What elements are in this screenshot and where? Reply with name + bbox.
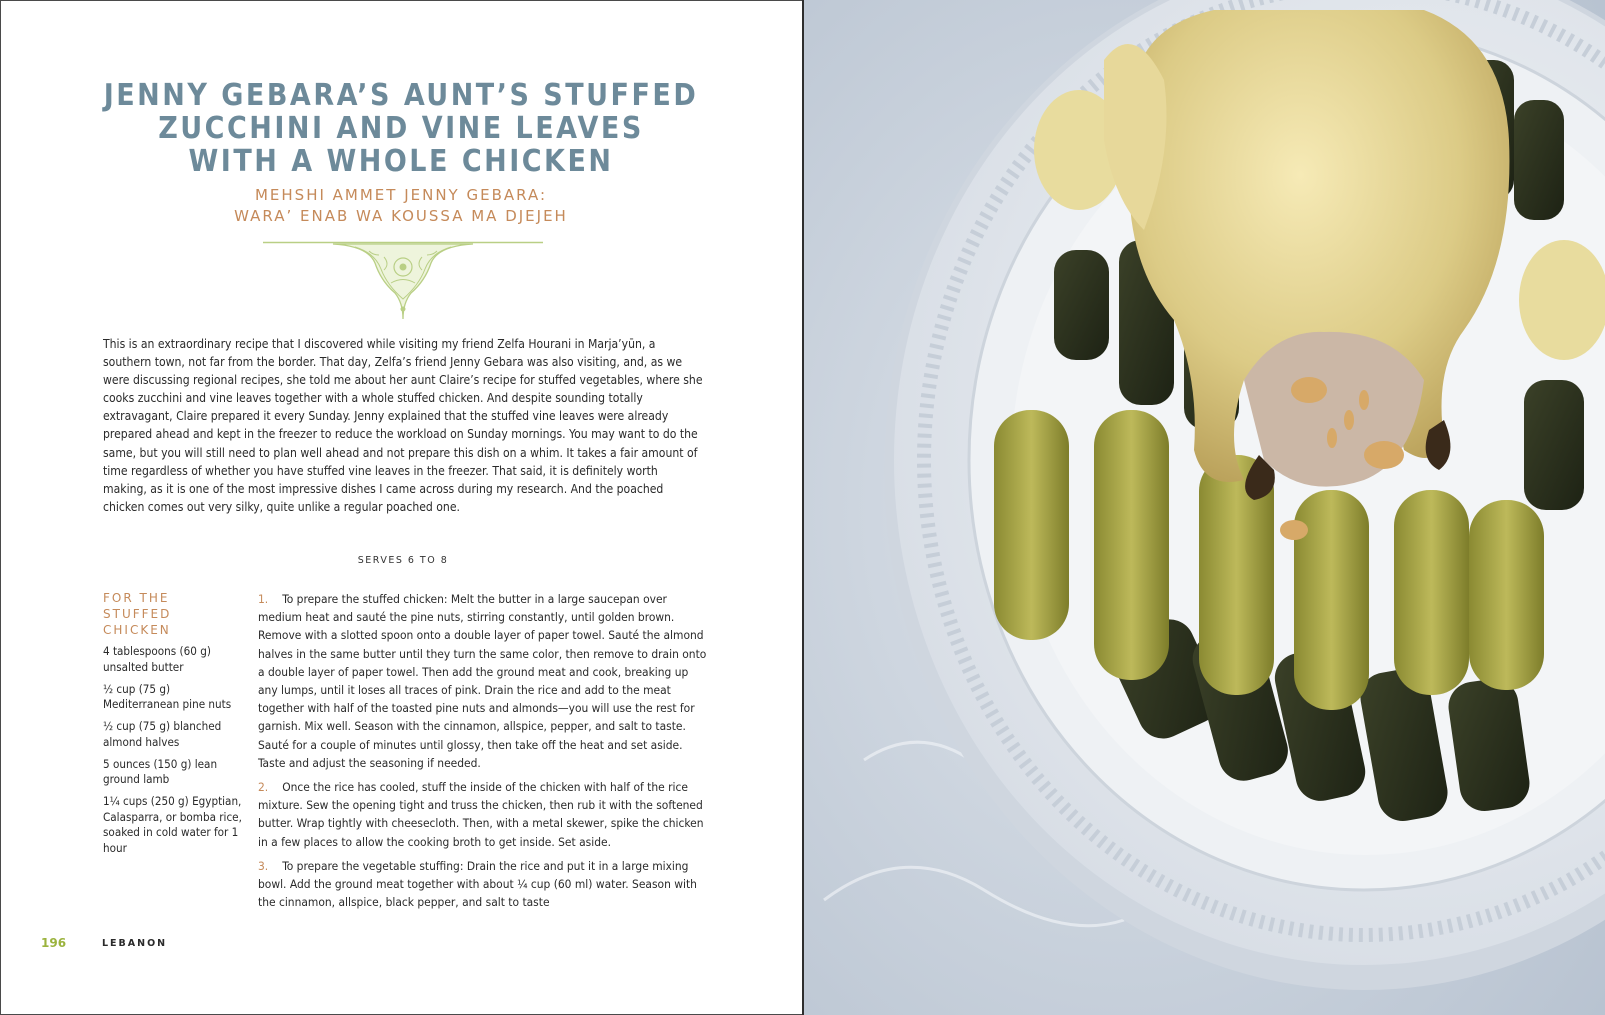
- serves-label: SERVES 6 TO 8: [357, 555, 449, 566]
- recipe-title: [91, 79, 711, 178]
- arabesque-ornament-icon: [263, 241, 543, 323]
- step-text: Once the rice has cooled, stuff the inside of the chicken with half of the rice mixture. Sew the opening tight and truss the chicken, then rub it with the softened butter. Wrap tightly with cheesecloth. Then, with a metal skewer, spike the chicken in a few places to allow the cooking broth to get inside. Set aside.: [258, 780, 704, 849]
- ingredient-item: 4 tablespoons (60 g) unsalted butter: [103, 644, 211, 674]
- running-head: LEBANON: [102, 938, 168, 949]
- intro-paragraph: This is an extraordinary recipe that I discovered while visiting my friend Zelfa Hourani in Marja’yūn, a southern town, not far from the border. That day, Zelfa’s friend Jenny Gebara was also visiting, and, as we were discussing regional recipes, she told me about her aunt Claire’s recipe for stuffed vegetables, where she cooks zucchini and vine leaves together with a whole stuffed chicken. And despite sounding totally extravagant, Claire prepared it every Sunday. Jenny explained that the stuffed vine leaves were already prepared ahead and kept in the freezer to reduce the workload on Sunday mornings. You may want to do the same, but you will still need to plan well ahead and not prepare this dish on a whim. It takes a fair amount of time regardless of whether you have stuffed vine leaves in the freezer. That said, it is definitely worth making, as it is one of the most impressive dishes I came across during my research. And the poached chicken comes out very silky, quite unlike a regular poached one.: [103, 337, 703, 514]
- subtitle-line: MEHSHI AMMET JENNY GEBARA:: [254, 186, 548, 204]
- step-number: 1.: [258, 592, 269, 606]
- page-number: 196: [41, 936, 67, 950]
- method-step: [258, 778, 708, 851]
- ingredient-item: ½ cup (75 g) Mediterranean pine nuts: [103, 681, 232, 711]
- ingredient-item: 5 ounces (150 g) lean ground lamb: [103, 756, 218, 786]
- ingredients-heading-line: STUFFED: [103, 607, 172, 621]
- ingredient-item: ½ cup (75 g) blanched almond halves: [103, 719, 222, 749]
- recipe-subtitle: [91, 185, 711, 227]
- ingredient-item: 1¼ cups (250 g) Egyptian, Calasparra, or bomba rice, soaked in cold water for 1 hour: [103, 794, 242, 855]
- method-step: [258, 590, 708, 772]
- ingredient-list: [103, 644, 243, 863]
- method-steps: [258, 590, 708, 917]
- subtitle-line: WARA’ ENAB WA KOUSSA MA DJEJEH: [234, 207, 568, 225]
- title-line: JENNY GEBARA’S AUNT’S STUFFED: [103, 78, 699, 113]
- photo-illustration: [804, 0, 1605, 1015]
- step-text: To prepare the vegetable stuffing: Drain the rice and put it in a large mixing bowl. Add the ground meat together with about ¼ cup (60 ml) water. Season with the cinnamon, allspice, black pepper, and salt to taste: [258, 858, 697, 910]
- step-text: To prepare the stuffed chicken: Melt the butter in a large saucepan over medium heat and sauté the pine nuts, stirring constantly, until golden brown. Remove with a slotted spoon onto a double layer of paper towel. Sauté the almond halves in the same butter until they turn the same color, then remove to drain onto a double layer of paper towel. Then add the ground meat and cook, breaking up any lumps, until it loses all traces of pink. Drain the rice and add to the meat together with half of the toasted pine nuts and almonds—you will use the rest for garnish. Mix well. Season with the cinnamon, allspice, pepper, and salt to taste. Sauté for a couple of minutes until glossy, then take off the heat and set aside. Taste and adjust the seasoning if needed.: [258, 592, 707, 770]
- step-number: 3.: [258, 858, 269, 873]
- title-line: ZUCCHINI AND VINE LEAVES: [158, 111, 644, 146]
- step-number: 2.: [258, 780, 269, 795]
- ingredients-heading-line: FOR THE: [103, 591, 170, 605]
- title-line: WITH A WHOLE CHICKEN: [188, 144, 614, 179]
- method-step: [258, 857, 708, 912]
- ingredients-heading-line: CHICKEN: [103, 623, 171, 637]
- whole-chicken-platter-photo: [804, 0, 1605, 1015]
- ingredients-heading: [103, 590, 243, 638]
